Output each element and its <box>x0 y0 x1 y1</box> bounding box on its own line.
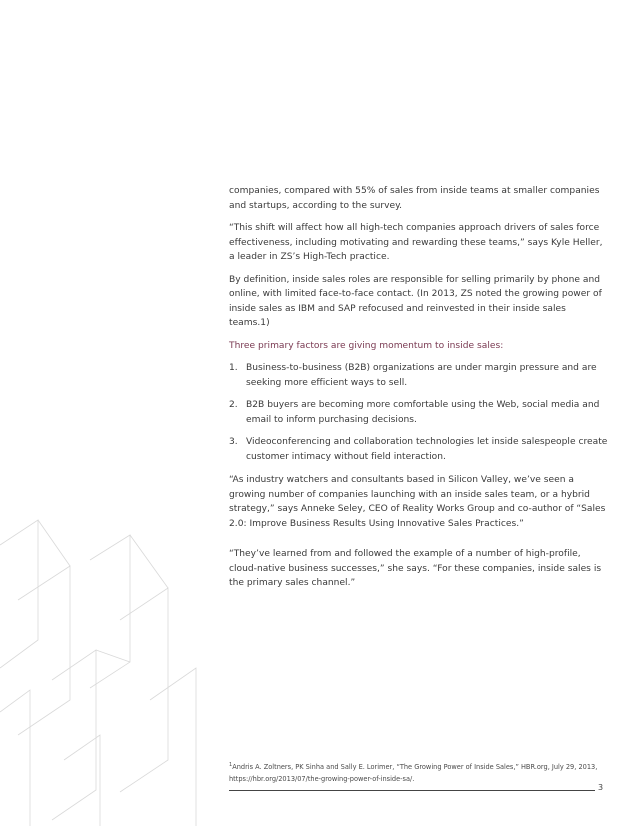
list-item <box>229 435 609 464</box>
page-number: 3 <box>598 783 604 792</box>
list-number: 1. <box>229 363 238 373</box>
factors-list <box>229 361 609 464</box>
list-item <box>229 398 609 427</box>
paragraph: By definition, inside sales roles are responsible for selling primarily by phone and online, with limited face-to-face contact. (In 2013, ZS noted the growing power of inside sales as IBM and SAP refocused and reinvested in their inside sales teams.1) <box>229 274 602 328</box>
footnote <box>229 762 599 785</box>
quote-paragraph: “As industry watchers and consultants based in Silicon Valley, we’ve seen a growing number of companies launching with an inside sales team, or a hybrid strategy,” says Anneke Seley, CEO of Reality Works Group and co-author of “Sales 2.0: Improve Business Results Using Innovative Sales Practices.” <box>229 475 606 529</box>
paragraph: “This shift will affect how all high-tech companies approach drivers of sales force effectiveness, including motivating and rewarding these teams,” says Kyle Heller, a leader in ZS’s High-Tech practice. <box>229 223 603 262</box>
footnote-text: Andris A. Zoltners, PK Sinha and Sally E. Lorimer, “The Growing Power of Inside Sales,” HBR.org, July 29, 2013, https://hbr.org/2013/07/the-growing-power-of-inside-sa/. <box>229 763 598 783</box>
list-text: Videoconferencing and collaboration technologies let inside salespeople create customer intimacy without field interaction. <box>246 437 608 462</box>
body-text <box>229 184 609 599</box>
factors-heading: Three primary factors are giving momentum to inside sales: <box>229 340 504 351</box>
list-number: 3. <box>229 437 238 447</box>
list-item <box>229 361 609 390</box>
list-text: Business-to-business (B2B) organizations are under margin pressure and are seeking more efficient ways to sell. <box>246 363 597 388</box>
list-text: B2B buyers are becoming more comfortable using the Web, social media and email to inform purchasing decisions. <box>246 400 600 425</box>
footer-rule <box>229 790 595 791</box>
paragraph: companies, compared with 55% of sales from inside teams at smaller companies and startups, according to the survey. <box>229 186 600 211</box>
footnote-marker: 1 <box>229 761 233 768</box>
quote-paragraph: “They’ve learned from and followed the example of a number of high-profile, cloud-native business successes,” she says. “For these companies, inside sales is the primary sales channel.” <box>229 549 602 588</box>
list-number: 2. <box>229 400 238 410</box>
